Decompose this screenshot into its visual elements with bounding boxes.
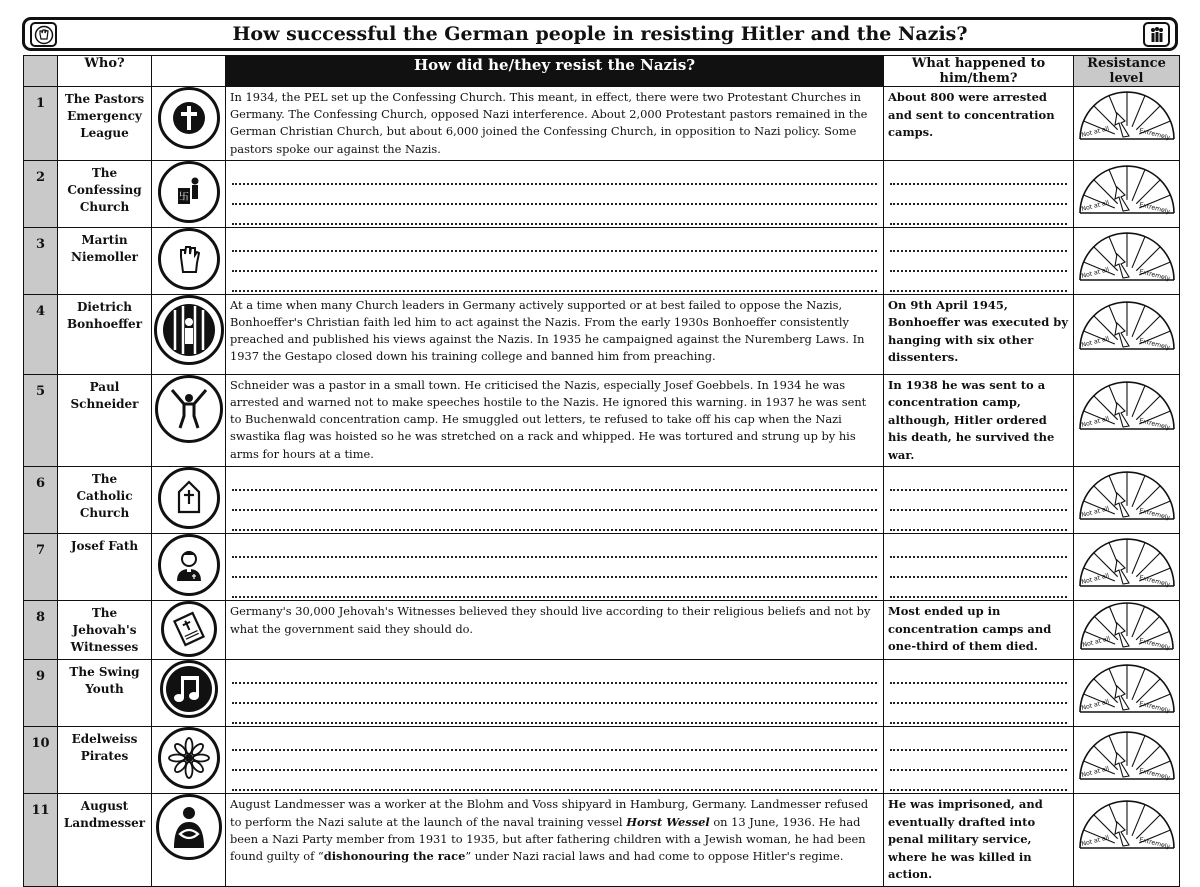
resistance-gauge[interactable] (1074, 294, 1180, 374)
music-note-icon (160, 660, 218, 718)
gauge-label-low: Not at all (1080, 834, 1110, 849)
gauge-label-high: Extremely (1138, 507, 1171, 522)
row-happened: About 800 were arrested and sent to concentration camps. (884, 87, 1074, 161)
gauge-divider (1132, 385, 1145, 416)
resistance-gauge[interactable] (1074, 727, 1180, 794)
swastika-bin-icon (158, 161, 220, 223)
resistance-gauge[interactable] (1074, 87, 1180, 161)
row-number: 5 (24, 374, 58, 467)
gauge-label-low: Not at all (1080, 505, 1110, 520)
crossed-arms-icon (156, 794, 222, 860)
gauge-label-low: Not at all (1080, 266, 1110, 280)
row-happened: Most ended up in concentration camps and one-third of them died. (884, 601, 1074, 660)
gauge-label-low: Not at all (1080, 572, 1110, 587)
row-who: The Catholic Church (58, 467, 152, 534)
table-row (24, 727, 1180, 794)
row-who: Josef Fath (58, 534, 152, 601)
row-happened: On 9th April 1945, Bonhoeffer was executed by hanging with six other dissenters. (884, 294, 1074, 374)
header-happened: What happened to him/them? (884, 56, 1074, 87)
header-icon (152, 56, 226, 87)
table-row (24, 227, 1180, 294)
priest-icon (158, 534, 220, 596)
page-title: How successful the German people in resisting Hitler and the Nazis? (232, 23, 968, 45)
gauge-label-high: Extremely (1138, 336, 1171, 352)
gauge-divider (1132, 305, 1145, 336)
gauge-divider (1132, 805, 1145, 836)
crowd-icon (1143, 22, 1170, 47)
row-number: 1 (24, 87, 58, 161)
header-num (24, 56, 58, 87)
answer-lines-happened[interactable] (884, 534, 1074, 601)
table-row (24, 534, 1180, 601)
gauge-label-low: Not at all (1080, 335, 1110, 349)
table-row (24, 160, 1180, 227)
row-number: 6 (24, 467, 58, 534)
gauge-label-low: Not at all (1081, 635, 1111, 650)
table-row (24, 294, 1180, 374)
gauge-label-high: Extremely (1138, 416, 1171, 432)
table-row (24, 601, 1180, 660)
row-how-part: August Landmesser was a worker at the Blohm and Voss shipyard in Hamburg, Germany. Landmesser refused to perform the Nazi salute at the launch of the naval training vessel (230, 797, 869, 829)
row-who: Paul Schneider (58, 374, 152, 467)
row-number: 8 (24, 601, 58, 660)
gauge-label-high: Extremely (1138, 836, 1171, 851)
row-who: The Confessing Church (58, 160, 152, 227)
row-number: 11 (24, 794, 58, 887)
row-how: At a time when many Church leaders in Germany actively supported or at best failed to oppose the Nazis, Bonhoeffer's Christian faith led him to act against the Nazis. From the early 1930s Bonhoeffer consistently preached and published his views against the Nazis. In 1935 he campaigned against the Nuremberg Laws. In 1937 the Gestapo closed down his training college and banned him from preaching. (226, 294, 884, 374)
row-who: Dietrich Bonhoeffer (58, 294, 152, 374)
row-number: 2 (24, 160, 58, 227)
resistance-gauge[interactable] (1074, 534, 1180, 601)
gauge-divider (1132, 669, 1145, 700)
row-happened: In 1938 he was sent to a concentration camp, although, Hitler ordered his death, he survived the war. (884, 374, 1074, 467)
row-how: Germany's 30,000 Jehovah's Witnesses believed they should live according to their religious beliefs and not by what the government said they should do. (226, 601, 884, 660)
gauge-label-low: Not at all (1080, 765, 1110, 780)
answer-lines-how[interactable] (226, 727, 884, 794)
gauge-label-low: Not at all (1080, 415, 1110, 429)
gauge-label-low: Not at all (1080, 125, 1110, 139)
prison-bars-icon (154, 295, 224, 365)
gauge-divider (1132, 476, 1145, 507)
bible-icon (161, 601, 217, 657)
row-who: Martin Niemoller (58, 227, 152, 294)
row-happened: He was imprisoned, and eventually drafted into penal military service, where he was killed in action. (884, 794, 1074, 887)
resistance-gauge[interactable] (1074, 160, 1180, 227)
resistance-gauge[interactable] (1074, 660, 1180, 727)
gauge-divider (1132, 169, 1145, 200)
svg-text:卐: 卐 (178, 191, 189, 203)
header-who: Who? (58, 56, 152, 87)
ship-name: Horst Wessel (626, 814, 710, 829)
answer-lines-how[interactable] (226, 227, 884, 294)
gauge-label-high: Extremely (1138, 200, 1171, 216)
resistance-gauge[interactable] (1074, 227, 1180, 294)
table-row (24, 467, 1180, 534)
edelweiss-flower-icon (158, 727, 220, 789)
row-how (226, 794, 884, 887)
answer-lines-happened[interactable] (884, 467, 1074, 534)
gauge-divider (1131, 607, 1144, 638)
header-row (24, 56, 1180, 87)
answer-lines-how[interactable] (226, 534, 884, 601)
resistance-gauge[interactable] (1074, 374, 1180, 467)
gauge-divider (1132, 736, 1145, 767)
row-who: Edelweiss Pirates (58, 727, 152, 794)
gauge-label-high: Extremely (1138, 127, 1171, 142)
table-row (24, 87, 1180, 161)
bishop-mitre-icon (158, 467, 220, 529)
resistance-gauge[interactable] (1074, 794, 1180, 887)
row-who: August Landmesser (58, 794, 152, 887)
answer-lines-how[interactable] (226, 660, 884, 727)
row-who: The Jehovah's Witnesses (58, 601, 152, 660)
emphasis-phrase: dishonouring the race (323, 848, 466, 863)
church-cross-icon (158, 87, 220, 149)
answer-lines-how[interactable] (226, 467, 884, 534)
table-row (24, 660, 1180, 727)
worksheet-table (23, 55, 1180, 887)
row-how: In 1934, the PEL set up the Confessing Church. This meant, in effect, there were two Protestant Churches in Germany. The Confessing Church, opposed Nazi interference. About 2,000 Protestant pastors remained in the German Christian Church, but about 6,000 joined the Confessing Church, in opposition to Nazi policy. Some pastors spoke our against the Nazis. (226, 87, 884, 161)
row-number: 3 (24, 227, 58, 294)
row-who: The Pastors Emergency League (58, 87, 152, 161)
answer-lines-happened[interactable] (884, 227, 1074, 294)
row-number: 4 (24, 294, 58, 374)
header-how: How did he/they resist the Nazis? (226, 56, 884, 87)
answer-lines-happened[interactable] (884, 160, 1074, 227)
gauge-label-high: Extremely (1138, 700, 1171, 715)
gauge-divider (1132, 543, 1145, 574)
answer-lines-happened[interactable] (884, 727, 1074, 794)
row-number: 9 (24, 660, 58, 727)
resistance-gauge[interactable] (1074, 467, 1180, 534)
gauge-divider (1132, 236, 1145, 267)
answer-lines-how[interactable] (226, 160, 884, 227)
table-row (24, 374, 1180, 467)
gauge-label-low: Not at all (1080, 698, 1110, 713)
row-how-part: on 13 June, 1936. He had been a Nazi Party member from 1931 to 1935, but after fathering children with a Jewish woman, he had been found guilty of “ (230, 814, 866, 863)
gauge-label-high: Extremely (1138, 267, 1171, 283)
resistance-gauge[interactable] (1074, 601, 1180, 660)
row-how-part: ” under Nazi racial laws and had come to oppose Hitler's regime. (465, 848, 844, 863)
table-row (24, 794, 1180, 887)
header-level: Resistance level (1074, 56, 1180, 87)
row-how: Schneider was a pastor in a small town. He criticised the Nazis, especially Josef Goebbels. In 1934 he was arrested and warned not to make speeches hostile to the Nazis. He ignored this warning. in 1937 he was sent to Buchenwald concentration camp. He smuggled out letters, te refused to take off his cap when the Nazi swastika flag was hoisted so he was stretched on a rack and whipped. He was tortured and strung up by his arms for hours at a time. (226, 374, 884, 467)
gauge-divider (1132, 96, 1145, 127)
gauge-label-low: Not at all (1080, 199, 1110, 213)
strung-up-man-icon (155, 375, 223, 443)
gauge-label-high: Extremely (1138, 574, 1171, 589)
row-number: 7 (24, 534, 58, 601)
row-who: The Swing Youth (58, 660, 152, 727)
raised-fist-icon (158, 228, 220, 290)
title-bar (22, 17, 1178, 51)
row-number: 10 (24, 727, 58, 794)
answer-lines-happened[interactable] (884, 660, 1074, 727)
gauge-label-high: Extremely (1138, 637, 1171, 652)
gauge-label-high: Extremely (1138, 767, 1171, 782)
